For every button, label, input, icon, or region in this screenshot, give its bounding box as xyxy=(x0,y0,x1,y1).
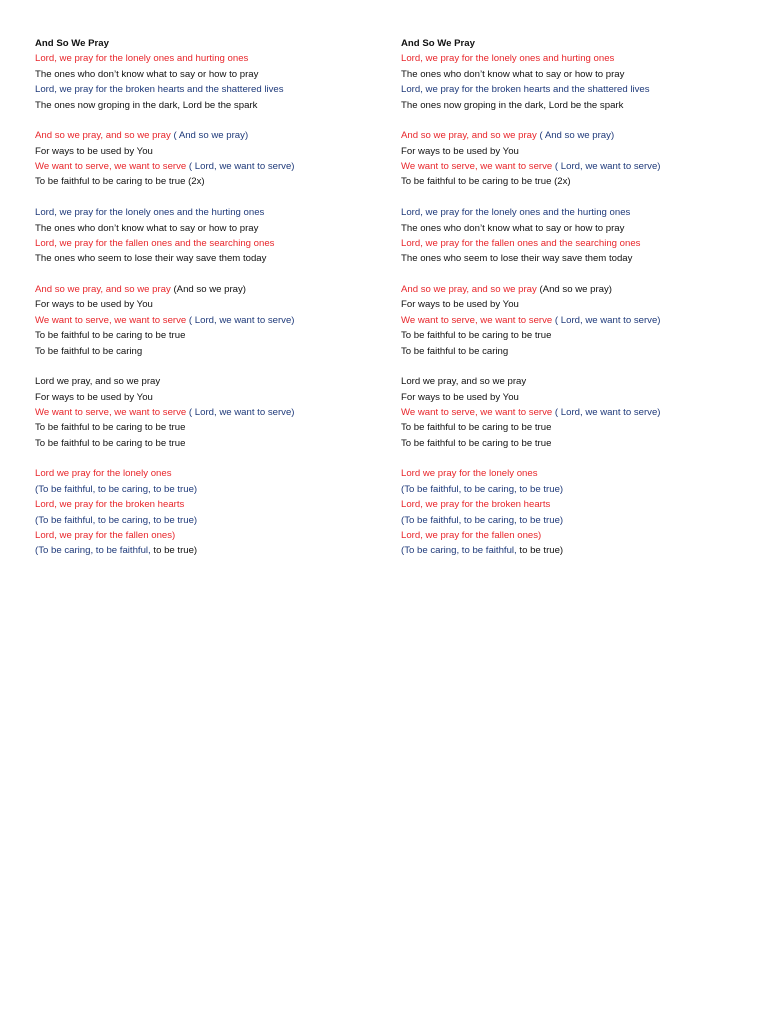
lyric-segment: For ways to be used by You xyxy=(401,391,519,403)
lyric-line xyxy=(401,51,746,66)
lyric-segment: Lord, we pray for the fallen ones and the searching ones xyxy=(401,237,641,249)
stanza xyxy=(35,282,380,359)
lyric-segment: ( Lord, we want to serve) xyxy=(188,407,295,418)
lyric-segment: ( Lord, we want to serve) xyxy=(554,314,661,326)
lyric-segment: To be faithful to be caring to be true xyxy=(35,330,186,342)
lyric-segment: Lord we pray, and so we pray xyxy=(35,376,161,388)
lyric-segment: (To be faithful, to be caring, to be true) xyxy=(35,514,198,526)
lyric-line xyxy=(401,374,746,389)
stanza xyxy=(401,282,746,359)
lyric-line xyxy=(35,513,380,528)
lyric-line xyxy=(35,390,380,405)
lyric-segment: To be faithful to be caring to be true (2x) xyxy=(35,176,205,188)
lyric-line xyxy=(35,159,380,174)
stanza xyxy=(401,205,746,267)
lyric-segment: The ones who don’t know what to say or how to pray xyxy=(35,68,259,80)
lyric-segment: To be faithful to be caring to be true xyxy=(401,422,552,434)
lyric-segment: Lord we pray for the lonely ones xyxy=(401,468,538,480)
lyric-line xyxy=(401,205,746,220)
lyric-segment: We want to serve, we want to serve xyxy=(401,407,555,418)
lyric-line xyxy=(35,297,380,312)
lyric-line xyxy=(35,128,380,143)
lyric-segment: Lord, we pray for the broken hearts xyxy=(401,499,551,511)
stanza xyxy=(35,374,380,451)
lyric-line xyxy=(401,420,746,435)
lyric-line xyxy=(35,144,380,159)
lyric-line xyxy=(401,144,746,159)
lyric-segment: ( Lord, we want to serve) xyxy=(188,161,295,173)
lyric-segment: We want to serve, we want to serve xyxy=(35,407,189,418)
lyric-segment: to be true) xyxy=(150,545,198,557)
lyric-segment: to be true) xyxy=(516,545,564,557)
lyric-segment: Lord, we pray for the fallen ones) xyxy=(35,530,176,542)
lyric-segment: ( Lord, we want to serve) xyxy=(554,161,661,173)
lyric-segment: Lord, we pray for the broken hearts and the shattered lives xyxy=(35,84,284,96)
lyric-line xyxy=(35,374,380,389)
lyric-line xyxy=(35,482,380,497)
song-title: And So We Pray xyxy=(401,38,475,49)
lyric-line xyxy=(401,328,746,343)
lyric-line xyxy=(401,297,746,312)
lyric-line xyxy=(401,313,746,328)
lyric-segment: (To be faithful, to be caring, to be true) xyxy=(401,483,564,495)
lyric-line xyxy=(35,528,380,543)
lyric-line xyxy=(401,405,746,420)
lyric-line xyxy=(401,159,746,174)
lyric-line xyxy=(401,466,746,481)
lyric-segment: (To be faithful, to be caring, to be true) xyxy=(35,483,198,495)
lyric-segment: For ways to be used by You xyxy=(401,145,519,157)
lyric-segment: (To be caring, to be faithful, xyxy=(401,545,517,557)
lyric-segment: ( Lord, we want to serve) xyxy=(188,314,295,326)
lyric-segment: ( Lord, we want to serve) xyxy=(554,407,661,418)
lyric-line xyxy=(35,466,380,481)
lyric-line xyxy=(35,436,380,451)
lyric-segment: The ones who don’t know what to say or how to pray xyxy=(35,222,259,234)
lyric-line xyxy=(35,205,380,220)
lyric-line xyxy=(401,174,746,189)
lyric-segment: To be faithful to be caring xyxy=(401,345,509,357)
lyric-line xyxy=(401,82,746,97)
lyric-segment: For ways to be used by You xyxy=(35,391,153,403)
lyric-line xyxy=(401,128,746,143)
lyric-segment: The ones who don’t know what to say or how to pray xyxy=(401,68,625,80)
lyric-line xyxy=(35,405,380,420)
lyrics-column-left xyxy=(35,36,380,559)
lyric-line xyxy=(35,543,380,558)
lyric-segment: To be faithful to be caring to be true xyxy=(401,330,552,342)
lyric-line xyxy=(401,67,746,82)
lyric-line xyxy=(401,497,746,512)
lyric-segment: Lord we pray for the lonely ones xyxy=(35,468,172,480)
lyric-line xyxy=(401,528,746,543)
lyric-line xyxy=(401,282,746,297)
stanza xyxy=(401,51,746,113)
lyric-line xyxy=(35,282,380,297)
lyric-line xyxy=(35,51,380,66)
lyric-segment: And so we pray, and so we pray xyxy=(401,130,540,142)
lyric-segment: Lord, we pray for the fallen ones) xyxy=(401,530,542,542)
lyric-segment: And so we pray, and so we pray xyxy=(35,130,174,142)
lyric-segment: And so we pray, and so we pray xyxy=(401,283,540,295)
stanza xyxy=(35,205,380,267)
stanza xyxy=(401,128,746,190)
lyric-segment: And so we pray, and so we pray xyxy=(35,283,174,295)
lyric-line xyxy=(35,82,380,97)
lyric-line xyxy=(401,236,746,251)
lyric-segment: To be faithful to be caring xyxy=(35,345,143,357)
lyric-segment: To be faithful to be caring to be true xyxy=(35,437,186,449)
lyric-segment: To be faithful to be caring to be true xyxy=(35,422,186,434)
lyric-line xyxy=(401,436,746,451)
lyric-segment: ( And so we pray) xyxy=(173,130,249,142)
lyric-line xyxy=(401,251,746,266)
lyric-segment: Lord, we pray for the fallen ones and the searching ones xyxy=(35,237,275,249)
lyric-line xyxy=(401,513,746,528)
lyric-line xyxy=(35,67,380,82)
lyric-segment: (And so we pray) xyxy=(539,283,612,295)
lyric-line xyxy=(35,251,380,266)
lyric-segment: Lord we pray, and so we pray xyxy=(401,376,527,388)
lyric-segment: For ways to be used by You xyxy=(401,299,519,311)
lyric-segment: Lord, we pray for the broken hearts xyxy=(35,499,185,511)
lyric-line xyxy=(35,328,380,343)
lyric-segment: For ways to be used by You xyxy=(35,299,153,311)
lyric-line xyxy=(401,98,746,113)
stanza xyxy=(35,128,380,190)
lyric-segment: The ones now groping in the dark, Lord be the spark xyxy=(401,99,624,111)
lyric-line xyxy=(35,174,380,189)
lyric-line xyxy=(35,98,380,113)
lyric-segment: ( And so we pray) xyxy=(539,130,615,142)
stanza xyxy=(401,374,746,451)
lyric-line xyxy=(401,390,746,405)
lyric-line xyxy=(35,497,380,512)
stanza-list xyxy=(401,51,746,558)
lyric-segment: Lord, we pray for the lonely ones and the hurting ones xyxy=(401,207,631,219)
lyric-segment: To be faithful to be caring to be true (2x) xyxy=(401,176,571,188)
song-title: And So We Pray xyxy=(35,38,109,49)
stanza xyxy=(35,466,380,558)
lyric-segment: For ways to be used by You xyxy=(35,145,153,157)
stanza xyxy=(401,466,746,558)
lyrics-column-right xyxy=(401,36,746,559)
lyric-segment: Lord, we pray for the lonely ones and hurting ones xyxy=(35,53,249,65)
lyric-segment: (To be caring, to be faithful, xyxy=(35,545,151,557)
lyric-line xyxy=(401,221,746,236)
lyric-line xyxy=(401,543,746,558)
lyric-line xyxy=(35,236,380,251)
lyric-segment: The ones who seem to lose their way save them today xyxy=(401,253,633,265)
lyric-line xyxy=(35,221,380,236)
stanza-list xyxy=(35,51,380,558)
lyric-segment: We want to serve, we want to serve xyxy=(35,314,189,326)
lyric-line xyxy=(401,482,746,497)
lyric-line xyxy=(401,344,746,359)
stanza xyxy=(35,51,380,113)
lyric-segment: We want to serve, we want to serve xyxy=(35,161,189,173)
lyric-line xyxy=(35,420,380,435)
lyric-segment: Lord, we pray for the lonely ones and the hurting ones xyxy=(35,207,265,219)
lyric-segment: (And so we pray) xyxy=(173,283,246,295)
lyric-line xyxy=(35,344,380,359)
lyric-segment: The ones who don’t know what to say or how to pray xyxy=(401,222,625,234)
lyric-segment: We want to serve, we want to serve xyxy=(401,161,555,173)
lyric-segment: (To be faithful, to be caring, to be true) xyxy=(401,514,564,526)
lyric-segment: The ones who seem to lose their way save them today xyxy=(35,253,267,265)
lyric-segment: We want to serve, we want to serve xyxy=(401,314,555,326)
lyric-segment: To be faithful to be caring to be true xyxy=(401,437,552,449)
lyric-line xyxy=(35,313,380,328)
lyric-segment: Lord, we pray for the lonely ones and hurting ones xyxy=(401,53,615,65)
lyric-segment: Lord, we pray for the broken hearts and the shattered lives xyxy=(401,84,650,96)
lyric-segment: The ones now groping in the dark, Lord be the spark xyxy=(35,99,258,111)
